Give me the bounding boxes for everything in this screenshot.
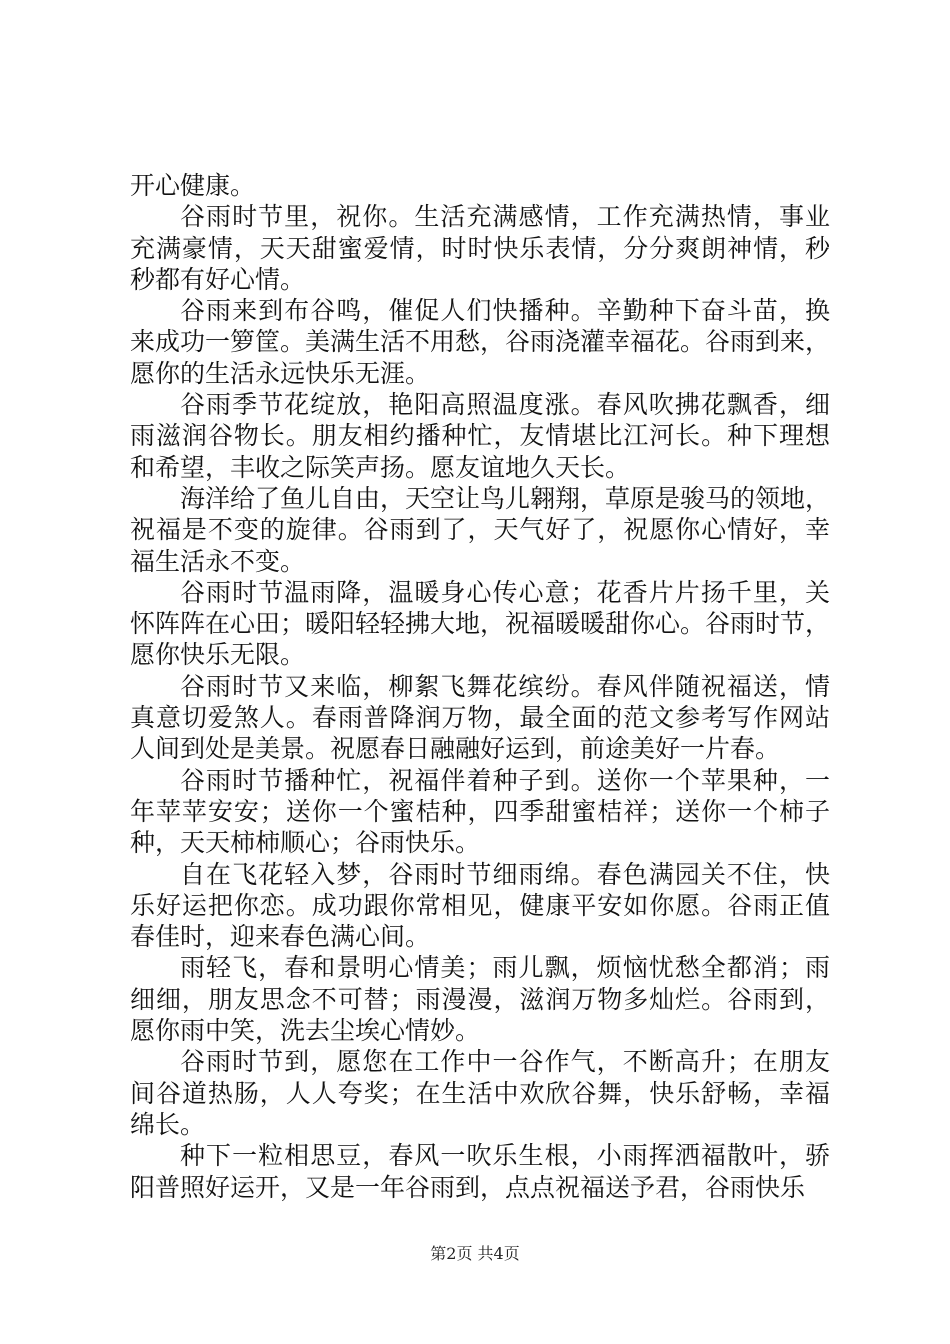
text-line: 谷雨时节到，愿您在工作中一谷作气，不断高升；在朋友: [180, 1047, 830, 1077]
text-line: 雨滋润谷物长。朋友相约播种忙，友情堪比江河长。种下理想: [130, 421, 830, 451]
text-line: 谷雨时节温雨降，温暖身心传心意；花香片片扬千里，关: [180, 577, 830, 607]
text-line: 谷雨季节花绽放，艳阳高照温度涨。春风吹拂花飘香，细: [180, 390, 830, 420]
paragraph: [130, 483, 830, 577]
text-line: 开心健康。: [130, 171, 256, 200]
paragraph: [130, 170, 830, 201]
text-line: 福生活永不变。: [130, 546, 306, 576]
text-line: 谷雨时节又来临，柳絮飞舞花缤纷。春风伴随祝福送，情: [180, 671, 830, 701]
text-line: 阳普照好运开，又是一年谷雨到，点点祝福送予君，谷雨快乐: [130, 1172, 806, 1202]
text-line: 真意切爱煞人。春雨普降润万物，最全面的范文参考写作网站: [130, 703, 830, 733]
text-line: 细细，朋友思念不可替；雨漫漫，滋润万物多灿烂。谷雨到，: [130, 984, 830, 1014]
paragraph: [130, 201, 830, 295]
paragraph: [130, 952, 830, 1046]
paragraph: [130, 859, 830, 953]
text-line: 种下一粒相思豆，春风一吹乐生根，小雨挥洒福散叶，骄: [180, 1141, 830, 1171]
text-line: 间谷道热肠，人人夸奖；在生活中欢欣谷舞，快乐舒畅，幸福: [130, 1078, 830, 1108]
text-line: 和希望，丰收之际笑声扬。愿友谊地久天长。: [130, 452, 631, 482]
paragraph: [130, 577, 830, 671]
paragraph: [130, 1140, 830, 1203]
paragraph: [130, 671, 830, 765]
text-line: 海洋给了鱼儿自由，天空让鸟儿翱翔，草原是骏马的领地，: [180, 483, 831, 513]
text-line: 秒都有好心情。: [130, 264, 306, 294]
text-line: 充满豪情，天天甜蜜爱情，时时快乐表情，分分爽朗神情，秒: [130, 233, 830, 263]
text-line: 乐好运把你恋。成功跟你常相见，健康平安如你愿。谷雨正值: [130, 890, 830, 920]
text-line: 怀阵阵在心田；暖阳轻轻拂大地，祝福暖暖甜你心。谷雨时节，: [130, 609, 831, 639]
text-line: 春佳时，迎来春色满心间。: [130, 922, 431, 952]
paragraph: [130, 295, 830, 389]
text-line: 绵长。: [130, 1109, 206, 1139]
text-line: 愿你快乐无限。: [130, 640, 306, 670]
text-line: 祝福是不变的旋律。谷雨到了，天气好了，祝愿你心情好，幸: [130, 515, 830, 545]
text-line: 谷雨时节播种忙，祝福伴着种子到。送你一个苹果种，一: [180, 765, 830, 795]
text-line: 来成功一箩筐。美满生活不用愁，谷雨浇灌幸福花。谷雨到来，: [130, 327, 831, 357]
text-line: 人间到处是美景。祝愿春日融融好运到，前途美好一片春。: [130, 734, 781, 764]
text-line: 谷雨来到布谷鸣，催促人们快播种。辛勤种下奋斗苗，换: [180, 296, 830, 326]
paragraph: [130, 1046, 830, 1140]
text-line: 雨轻飞，春和景明心情美；雨儿飘，烦恼忧愁全都消；雨: [180, 953, 830, 983]
text-line: 年苹苹安安；送你一个蜜桔种，四季甜蜜桔祥；送你一个柿子: [130, 796, 830, 826]
text-line: 种，天天柿柿顺心；谷雨快乐。: [130, 828, 481, 858]
page-footer: 第2页 共4页: [430, 1244, 520, 1263]
text-line: 愿你雨中笑，洗去尘埃心情妙。: [130, 1016, 481, 1046]
text-line: 谷雨时节里，祝你。生活充满感情，工作充满热情，事业: [180, 202, 830, 232]
paragraph: [130, 765, 830, 859]
paragraph: [130, 389, 830, 483]
text-line: 自在飞花轻入梦，谷雨时节细雨绵。春色满园关不住，快: [180, 859, 830, 889]
document-body: [130, 170, 830, 1203]
text-line: 愿你的生活永远快乐无涯。: [130, 358, 431, 388]
